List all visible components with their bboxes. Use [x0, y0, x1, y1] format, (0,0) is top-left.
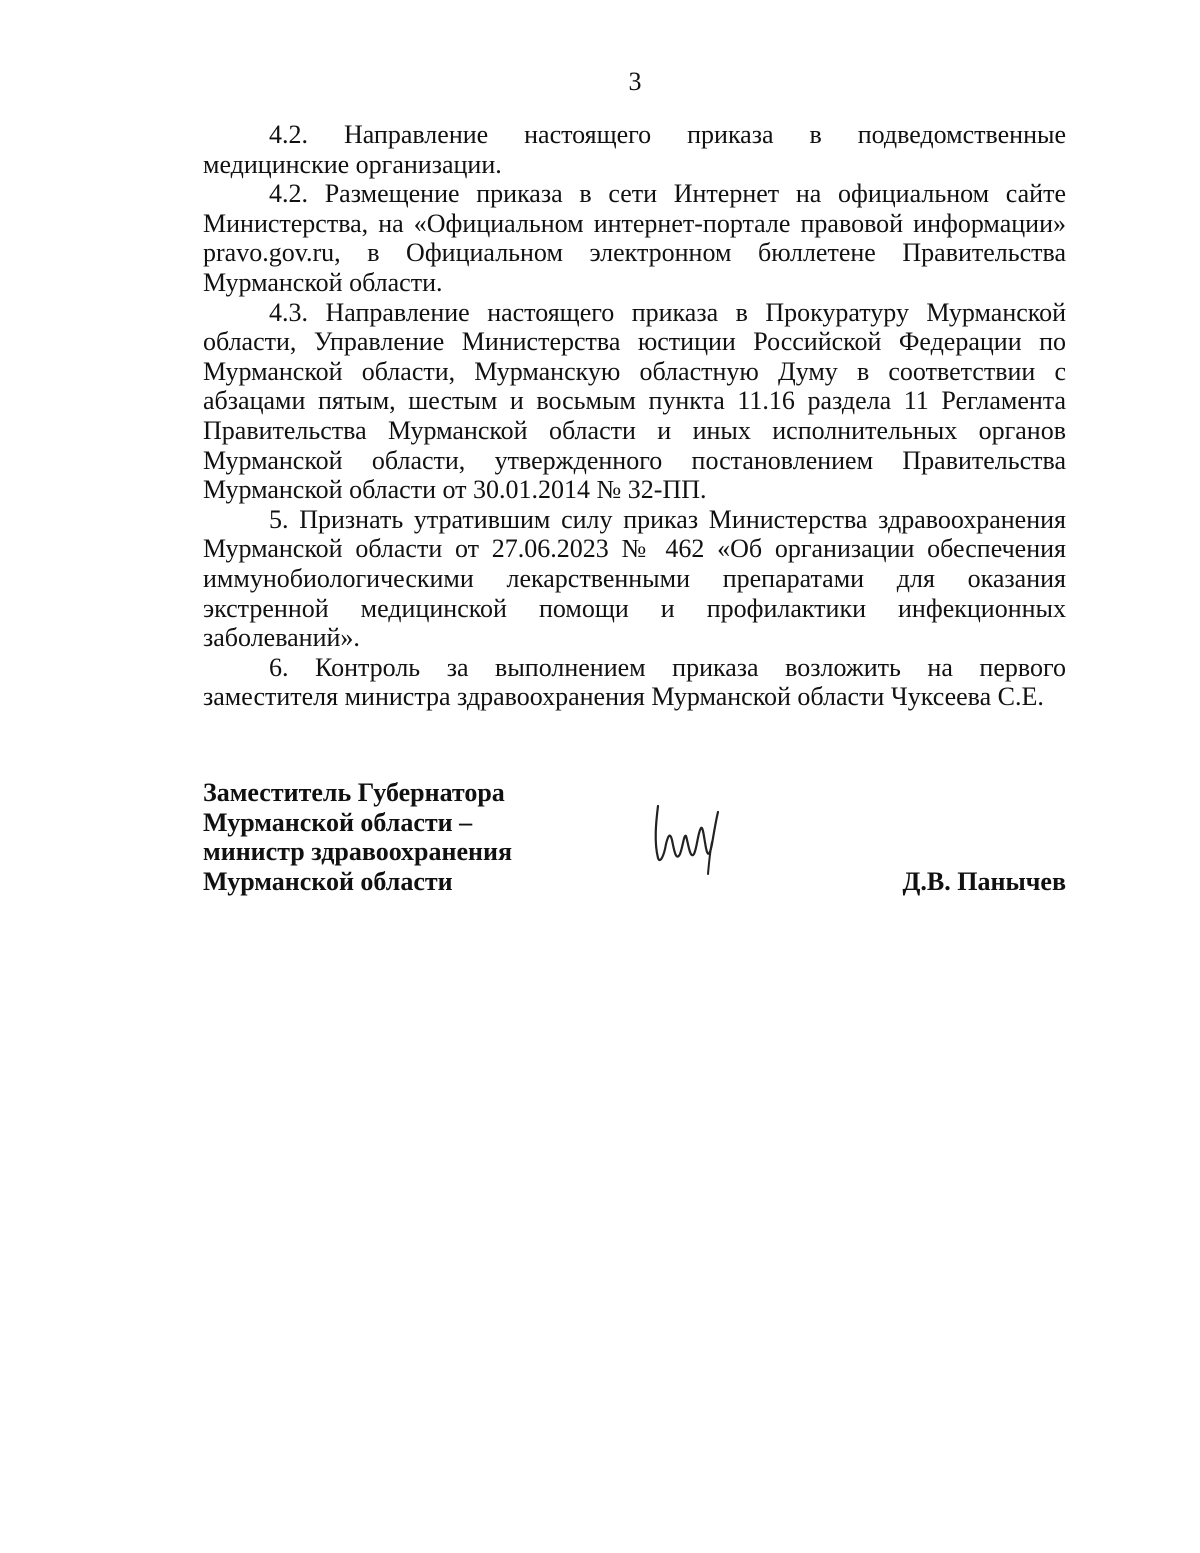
position-line: Заместитель Губернатора	[203, 778, 505, 807]
paragraph-6-control: 6. Контроль за выполнением приказа возложить на первого заместителя министра здравоохранения Мурманской области Чуксеева С.Е.	[203, 652, 1066, 712]
signature-block	[203, 778, 1066, 908]
handwritten-signature	[646, 798, 756, 878]
paragraph-4-2-distribution: 4.2. Направление настоящего приказа в подведомственные медицинские организации.	[203, 120, 1066, 179]
paragraph-5-repeal: 5. Признать утратившим силу приказ Министерства здравоохранения Мурманской области от 27.06.2023 № 462 «Об организации обеспечения иммунобиологическими лекарственными препаратами для оказания экстренной медицинской помощи и профилактики инфекционных заболеваний».	[203, 504, 1066, 653]
position-line: Мурманской области	[203, 866, 453, 896]
signer-position	[203, 778, 512, 896]
document-body	[203, 120, 1066, 712]
signer-name: Д.В. Панычев	[902, 867, 1066, 896]
paragraph-4-2-publication: 4.2. Размещение приказа в сети Интернет на официальном сайте Министерства, на «Официальном интернет-портале правовой информации» pravo.gov.ru, в Официальном электронном бюллетене Правительства Мурманской области.	[203, 179, 1066, 297]
position-line: Мурманской области –	[203, 807, 473, 837]
page-number: 3	[628, 67, 642, 96]
position-line: министр здравоохранения	[203, 837, 513, 867]
paragraph-4-3-submission: 4.3. Направление настоящего приказа в Прокуратуру Мурманской области, Управление Министерства юстиции Российской Федерации по Мурманской области, Мурманскую областную Думу в соответствии с абзацами пятым, шестым и восьмым пункта 11.16 раздела 11 Регламента Правительства Мурманской области и иных исполнительных органов Мурманской области, утвержденного постановлением Правительства Мурманской области от 30.01.2014 № 32-ПП.	[203, 297, 1066, 505]
